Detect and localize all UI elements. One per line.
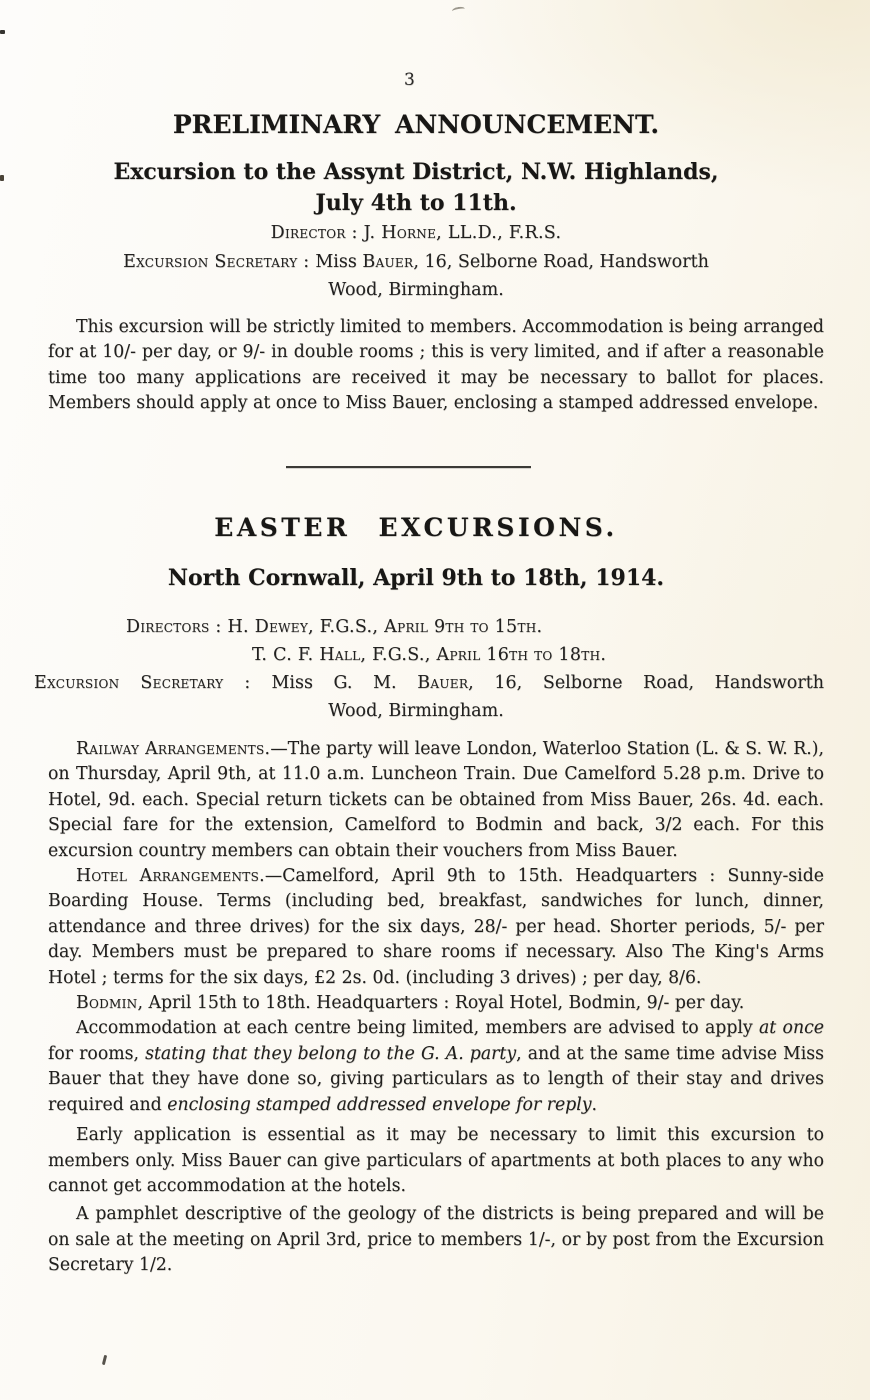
text-run: Miss	[315, 252, 363, 272]
easter-directors-line2: T. C. F. Hall, F.G.S., April 16th to 18th.	[252, 645, 607, 665]
text-run: for rooms,	[48, 1043, 146, 1064]
page-number: 3	[404, 70, 415, 90]
easter-secretary-line	[34, 673, 824, 693]
easter-directors-line1: Directors : H. Dewey, F.G.S., April 9th to 15th.	[126, 617, 543, 637]
easter-excursions-title: EASTER EXCURSIONS.	[214, 513, 618, 542]
italic-run: enclosing stamped addressed envelope for reply	[167, 1094, 592, 1115]
smallcaps-run: Bauer	[417, 673, 469, 693]
easter-body-paragraphs	[48, 737, 824, 1279]
north-cornwall-heading: North Cornwall, April 9th to 18th, 1914.	[167, 565, 665, 591]
section-divider-rule	[286, 466, 531, 468]
text-run: This excursion will be strictly limited to members. Accommodation is being arranged for at 10/- per day, or 9/- in double rooms ; this is very limited, and if after a reasonable time too many applications are received it may be necessary to ballot for places. Members should apply at once to Miss Bauer, enclosing a stamped addressed envelope.	[48, 317, 824, 414]
scan-artifact-comma-mark	[102, 1355, 107, 1365]
text-run: , 16, Selborne Road, Handsworth	[468, 673, 825, 693]
preliminary-secretary-line2: Wood, Birmingham.	[328, 280, 504, 300]
text-run: Accommodation at each centre being limited, members are advised to apply	[76, 1018, 759, 1039]
smallcaps-run: Hotel Arrangements.	[76, 866, 265, 887]
smallcaps-run: Excursion Secretary :	[34, 673, 272, 693]
italic-run: stating that they belong to the G. A. party	[145, 1043, 517, 1064]
text-run: A pamphlet descriptive of the geology of the districts is being prepared and will be on sale at the meeting on April 3rd, price to members 1/-, or by post from the Excursion Secretary 1/2.	[48, 1204, 824, 1276]
paragraph-railway	[48, 737, 824, 864]
paragraph-pamphlet	[48, 1202, 824, 1278]
smallcaps-run: Excursion Secretary :	[123, 252, 316, 272]
preliminary-secretary-line	[0, 252, 832, 272]
text-run: , 16, Selborne Road, Handsworth	[413, 252, 709, 272]
paragraph-early-application	[48, 1123, 824, 1199]
text-run: —Camelford, April 9th to 15th. Headquarters : Sunny-side Boarding House. Terms (including bed, breakfast, sandwiches for lunch, dinner, attendance and three drives) for the six days, 28/- per head. Shorter periods, 5/- per day. Members must be prepared to share rooms if necessary. Also The King's Arms Hotel ; terms for the six days, £2 2s. 0d. (including 3 drives) ; per day, 8/6.	[48, 866, 824, 988]
text-run: —The party will leave London, Waterloo Station (L. & S. W. R.), on Thursday, April 9th, at 11.0 a.m. Luncheon Train. Due Camelford 5.28 p.m. Drive to Hotel, 9d. each. Special return tickets can be obtained from Miss Bauer, 26s. 4d. each. Special fare for the extension, Camelford to Bodmin and back, 3/2 each. For this excursion country members can obtain their vouchers from Miss Bauer.	[48, 739, 824, 861]
assynt-excursion-heading-line1: Excursion to the Assynt District, N.W. Highlands,	[113, 159, 719, 185]
scan-artifact-squiggle	[452, 6, 466, 14]
scan-artifact-edge-mark	[0, 30, 5, 34]
text-run: Early application is essential as it may be necessary to limit this excursion to members only. Miss Bauer can give particulars of apartments at both places to any who cannot get accommodation at the hotels.	[48, 1125, 824, 1196]
text-run: , and at the same time advise Miss Bauer that they have done so, giving particulars as to length of their stay and drives required and	[48, 1043, 824, 1115]
paragraph-hotel	[48, 864, 824, 991]
assynt-excursion-heading-line2: July 4th to 11th.	[315, 190, 517, 216]
preliminary-announcement-title: PRELIMINARY ANNOUNCEMENT.	[172, 110, 660, 139]
smallcaps-run: Bodmin	[76, 993, 138, 1014]
smallcaps-run: Bauer	[362, 252, 414, 272]
easter-secretary-line2: Wood, Birmingham.	[328, 701, 504, 721]
text-run: , April 15th to 18th. Headquarters : Royal Hotel, Bodmin, 9/- per day.	[137, 993, 745, 1014]
preliminary-director-line: Director : J. Horne, LL.D., F.R.S.	[270, 223, 562, 243]
text-run: Miss G. M.	[271, 673, 418, 693]
smallcaps-run: Railway Arrangements.	[76, 739, 271, 759]
paragraph-bodmin	[48, 991, 824, 1016]
paragraph-accommodation	[48, 1016, 824, 1118]
text-run: .	[591, 1094, 598, 1115]
italic-run: at once	[759, 1018, 824, 1039]
preliminary-body-paragraph	[48, 315, 824, 417]
